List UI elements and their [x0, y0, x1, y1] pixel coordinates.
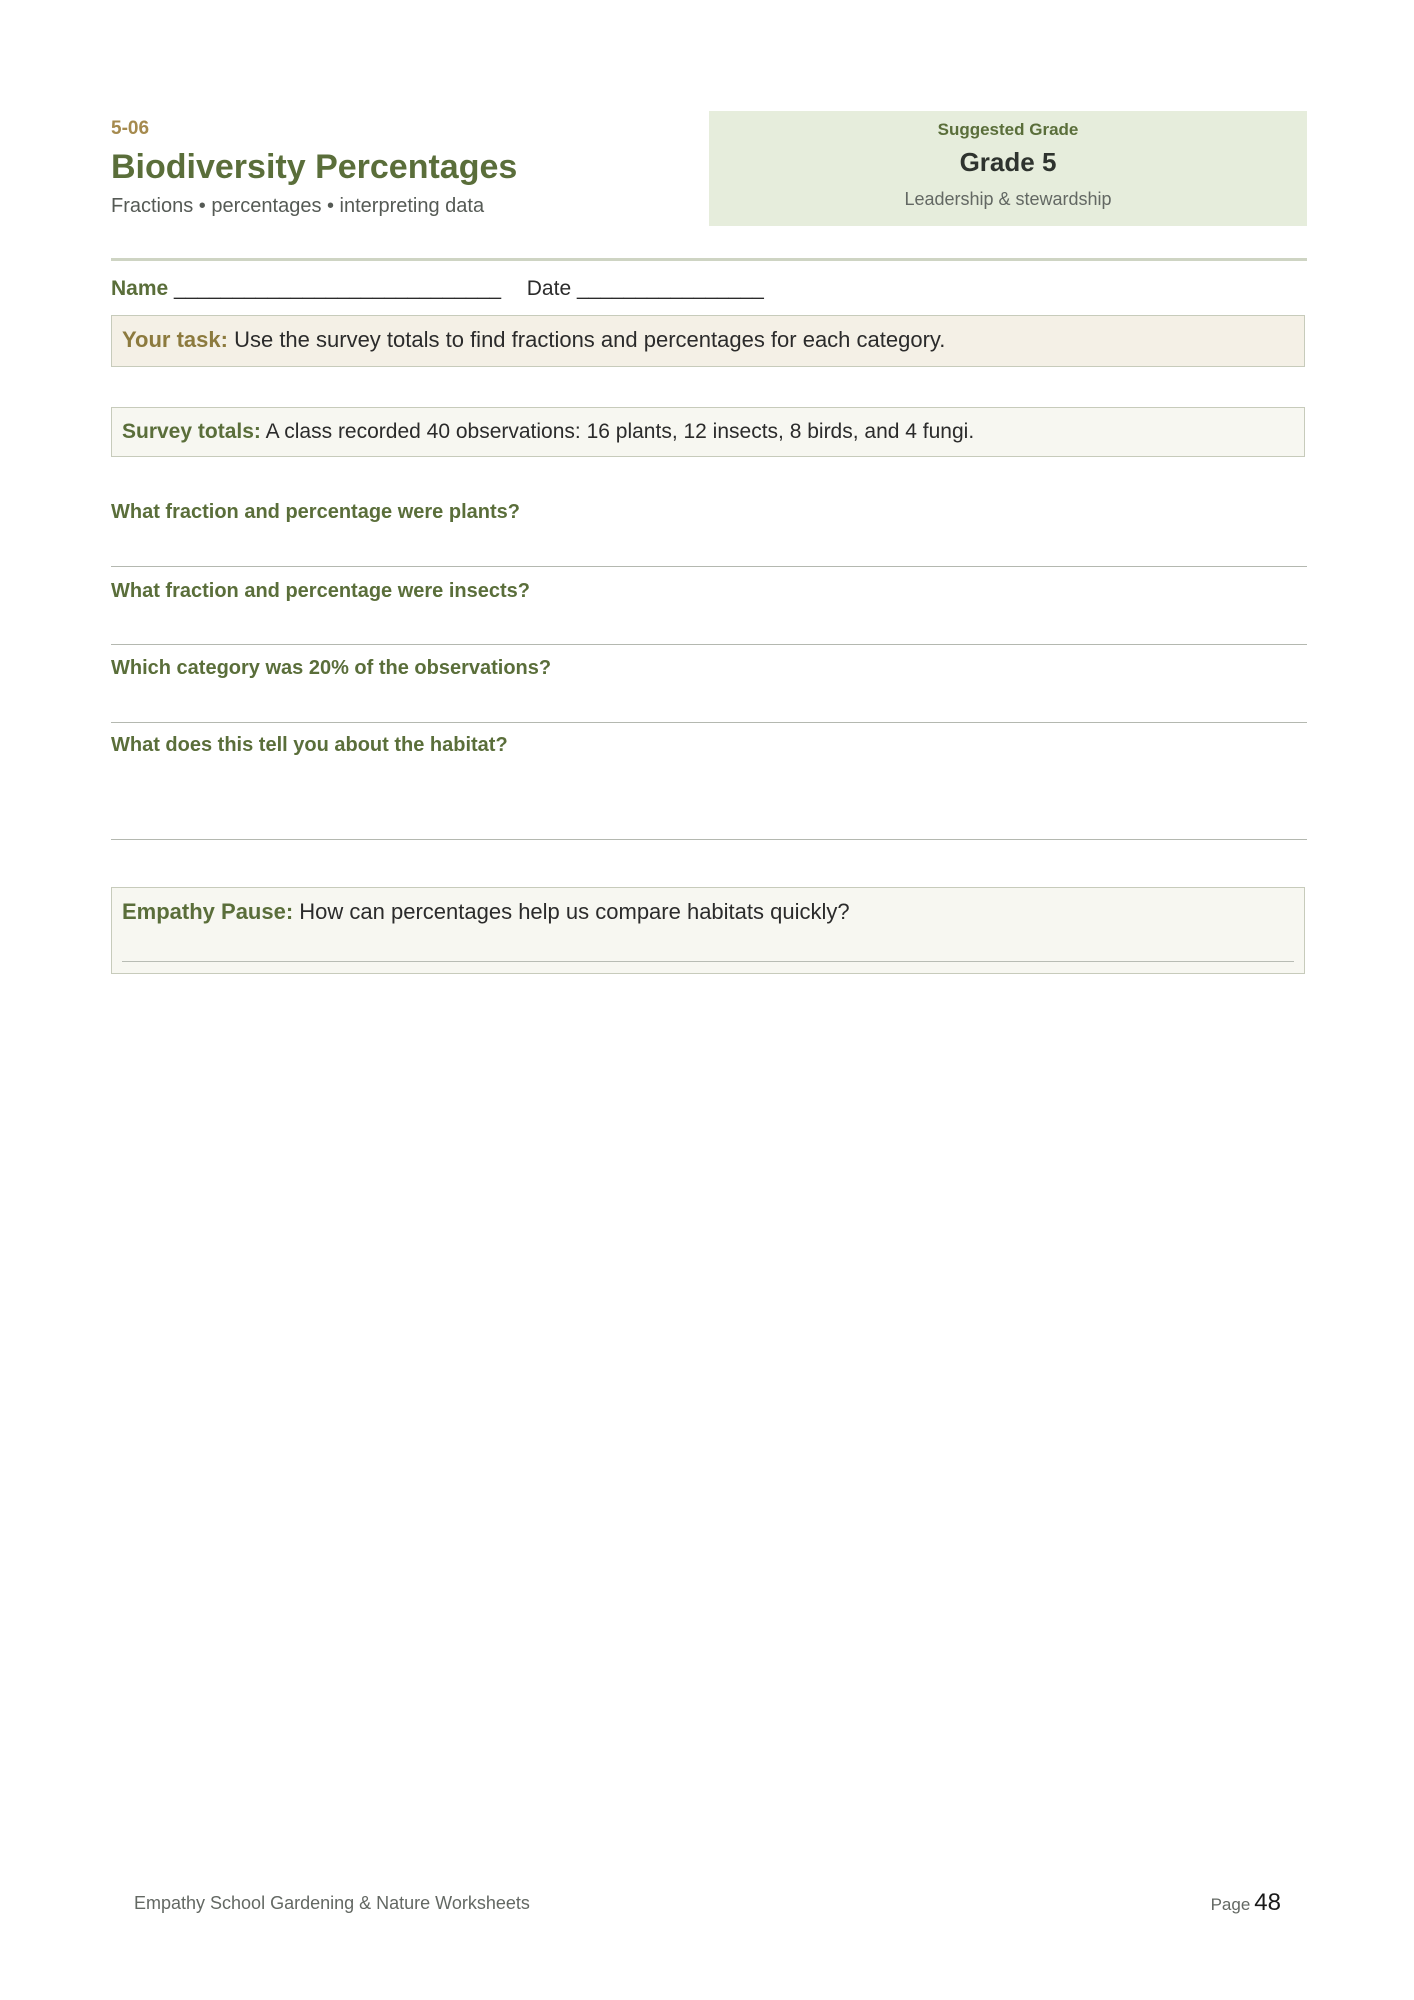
empathy-lead: Empathy Pause: — [122, 899, 294, 924]
question-3: Which category was 20% of the observations? — [111, 657, 552, 679]
task-box — [111, 315, 1305, 367]
page-indicator — [1211, 1888, 1281, 1921]
worksheet-header — [111, 116, 691, 220]
date-field[interactable]: ________________ — [576, 277, 764, 300]
survey-lead: Survey totals: — [122, 420, 261, 443]
grade-value: Grade 5 — [959, 147, 1057, 177]
name-field[interactable]: ____________________________ — [174, 277, 502, 300]
answer-line-4[interactable] — [111, 839, 1307, 840]
question-1: What fraction and percentage were plants? — [111, 501, 520, 523]
date-label: Date — [526, 277, 572, 300]
answer-line-2[interactable] — [111, 644, 1307, 645]
grade-label: Suggested Grade — [937, 120, 1079, 139]
empathy-pause-box — [111, 887, 1305, 974]
answer-line-3[interactable] — [111, 722, 1307, 723]
empathy-answer-line[interactable] — [122, 961, 1294, 962]
header-divider — [111, 258, 1307, 261]
name-label: Name — [111, 277, 169, 300]
task-text: Use the survey totals to find fractions and percentages for each category. — [234, 327, 946, 352]
worksheet-code: 5-06 — [111, 118, 150, 139]
answer-line-1[interactable] — [111, 566, 1307, 567]
grade-note: Leadership & stewardship — [904, 189, 1112, 209]
grade-box — [709, 111, 1307, 226]
footer-source: Empathy School Gardening & Nature Worksheets — [134, 1893, 530, 1913]
survey-text: A class recorded 40 observations: 16 plants, 12 insects, 8 birds, and 4 fungi. — [265, 420, 975, 443]
worksheet-subtitle: Fractions • percentages • interpreting data — [111, 195, 485, 217]
page-label: Page — [1210, 1895, 1251, 1914]
page-number: 48 — [1254, 1889, 1281, 1916]
empathy-text: How can percentages help us compare habitats quickly? — [299, 899, 850, 924]
question-2: What fraction and percentage were insects? — [111, 580, 530, 602]
survey-box — [111, 407, 1305, 457]
worksheet-title: Biodiversity Percentages — [111, 148, 518, 186]
question-4: What does this tell you about the habitat? — [111, 734, 508, 756]
student-fields — [111, 274, 764, 304]
task-lead: Your task: — [122, 327, 228, 352]
